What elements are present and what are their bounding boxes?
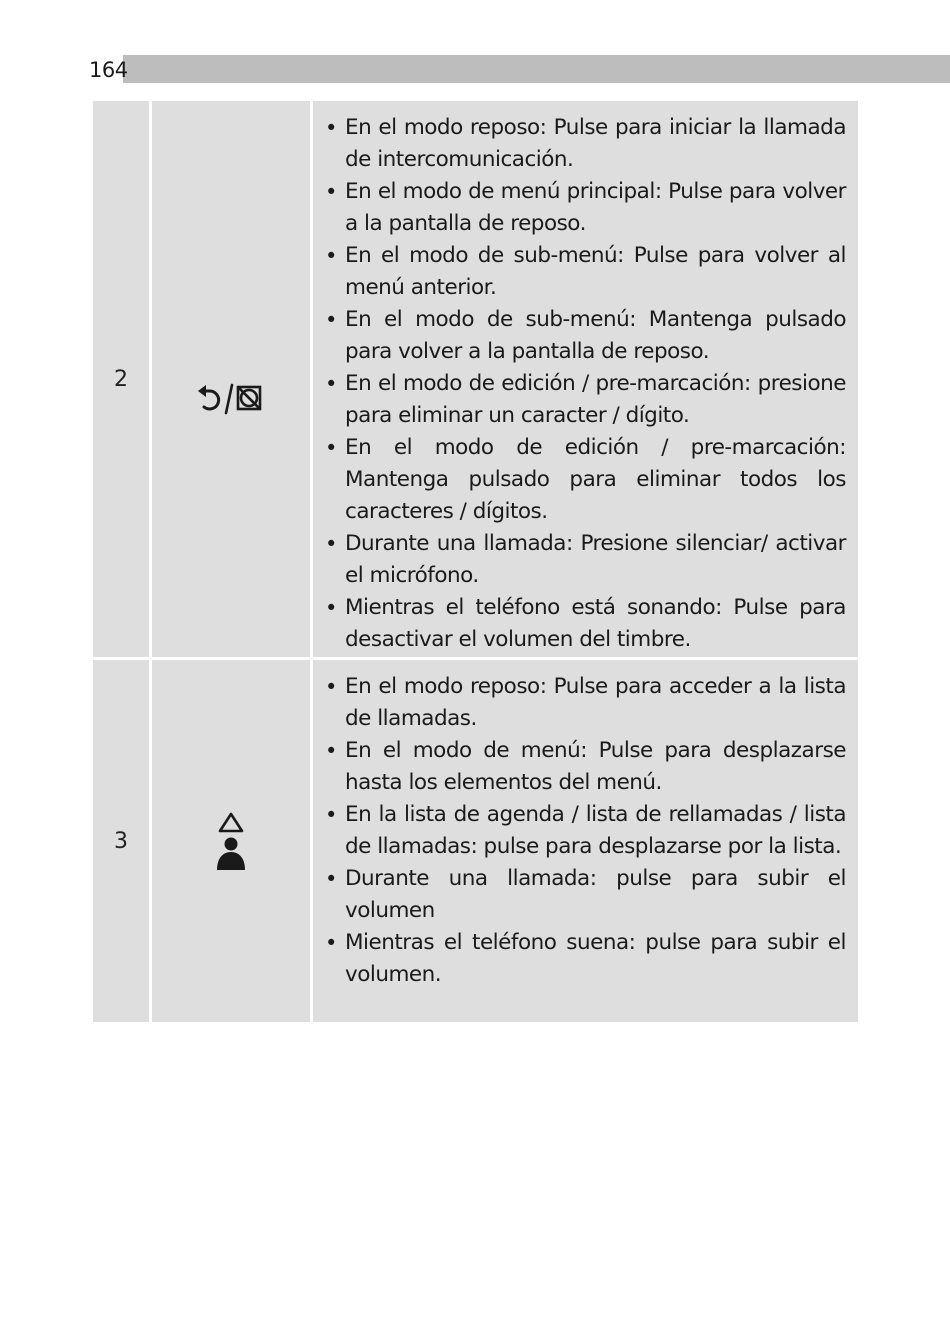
- description-cell: [313, 660, 858, 1022]
- list-item: • En el modo de sub-menú: Mantenga pulsado para volver a la pantalla de reposo.: [325, 304, 846, 368]
- up-contacts-icon: [213, 810, 249, 872]
- row-number: 3: [93, 660, 149, 1022]
- table-row: [93, 101, 858, 657]
- list-item: • En el modo de menú: Pulse para desplazarse hasta los elementos del menú.: [325, 735, 846, 799]
- list-item: • Mientras el teléfono está sonando: Pulse para desactivar el volumen del timbre.: [325, 592, 846, 656]
- list-item: • En la lista de agenda / lista de rellamadas / lista de llamadas: pulse para desplazarse por la lista.: [325, 799, 846, 863]
- list-item: • En el modo reposo: Pulse para acceder a la lista de llamadas.: [325, 671, 846, 735]
- header-bar: [93, 55, 950, 83]
- row-number: 2: [93, 101, 149, 657]
- description-list: [325, 112, 846, 656]
- description-cell: [313, 101, 858, 657]
- list-item: • Mientras el teléfono suena: pulse para subir el volumen.: [325, 927, 846, 991]
- back-mute-icon: [196, 381, 266, 417]
- table-row: [93, 660, 858, 1022]
- description-list: [325, 671, 846, 991]
- list-item: • En el modo de edición / pre-marcación: presione para eliminar un caracter / dígito.: [325, 368, 846, 432]
- key-icon-cell: [152, 101, 310, 657]
- list-item: • Durante una llamada: Presione silenciar/ activar el micrófono.: [325, 528, 846, 592]
- list-item: • En el modo de menú principal: Pulse para volver a la pantalla de reposo.: [325, 176, 846, 240]
- key-icon-cell: [152, 660, 310, 1022]
- list-item: • En el modo de edición / pre-marcación: Mantenga pulsado para eliminar todos los caracteres / dígitos.: [325, 432, 846, 528]
- list-item: • En el modo reposo: Pulse para iniciar la llamada de intercomunicación.: [325, 112, 846, 176]
- page-number: 164: [89, 58, 128, 82]
- list-item: • En el modo de sub-menú: Pulse para volver al menú anterior.: [325, 240, 846, 304]
- list-item: • Durante una llamada: pulse para subir el volumen: [325, 863, 846, 927]
- keys-table: [93, 101, 858, 1022]
